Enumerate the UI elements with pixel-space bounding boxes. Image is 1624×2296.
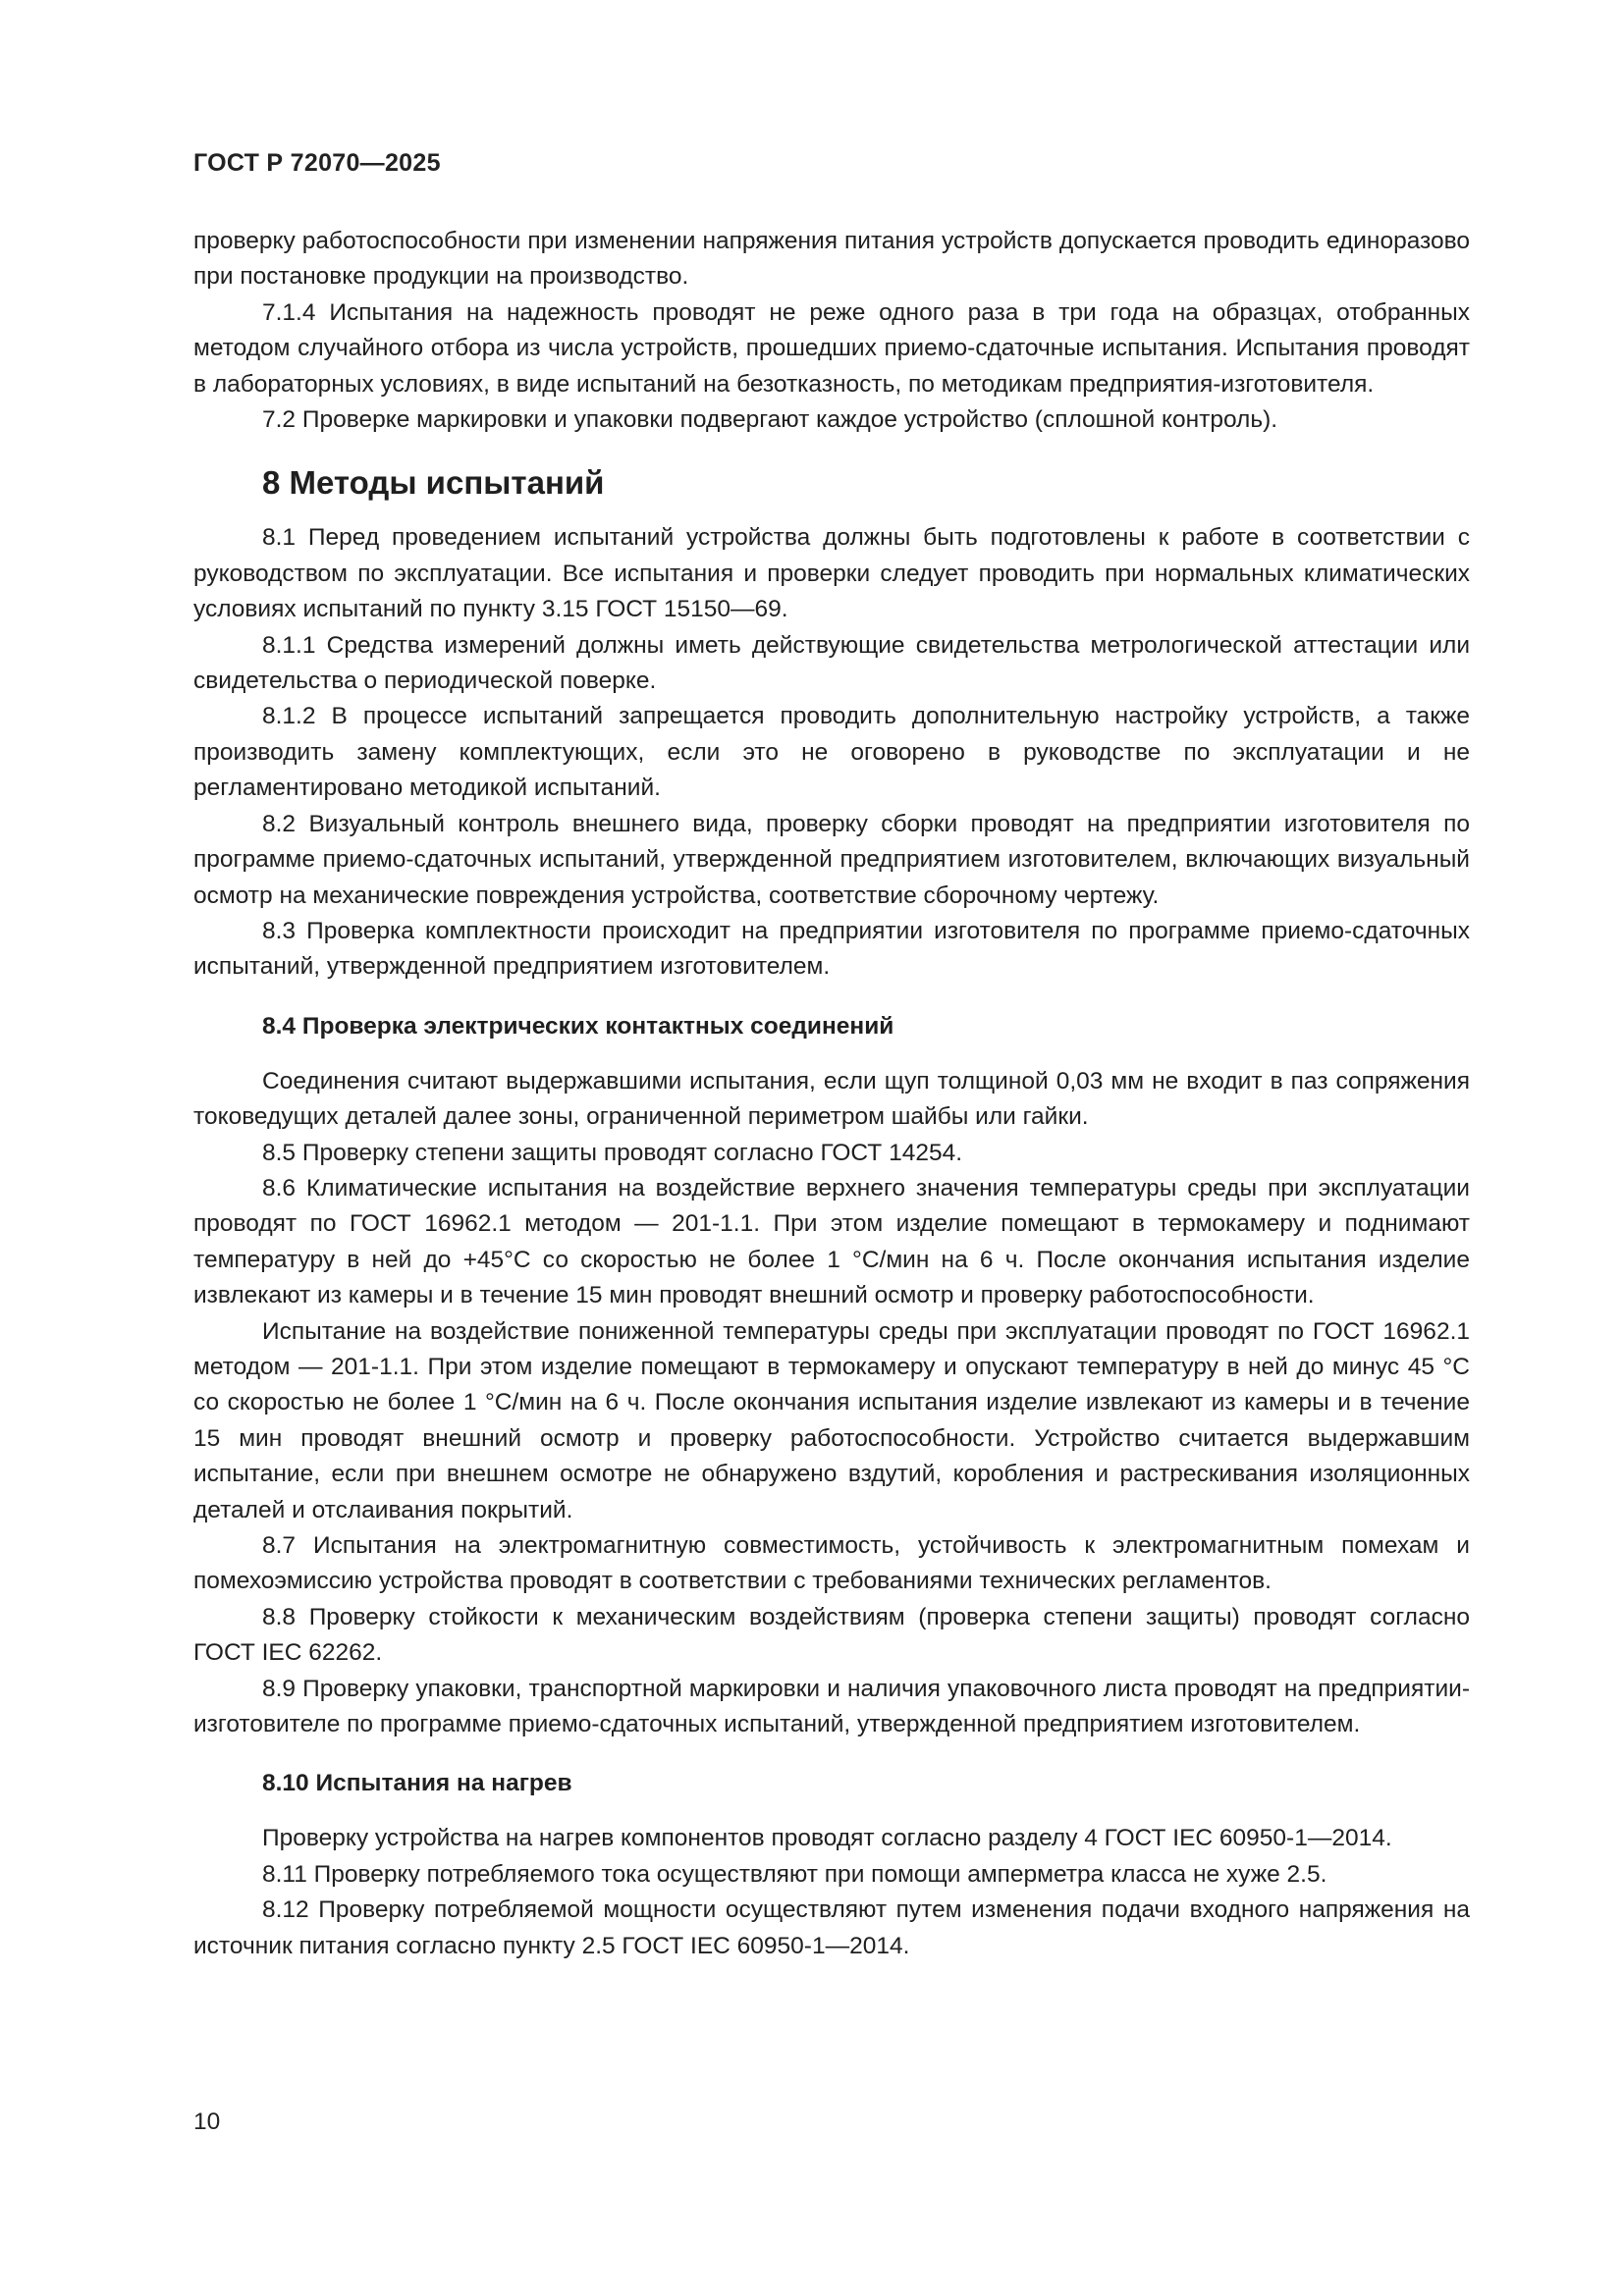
- document-body: [193, 224, 1470, 1964]
- paragraph: 8.1 Перед проведением испытаний устройства должны быть подготовлены к работе в соответствии с руководством по эксплуатации. Все испытания и проверки следует проводить при нормальных климатических условиях испытаний по пункту 3.15 ГОСТ 15150—69.: [193, 524, 1470, 623]
- paragraph: Соединения считают выдержавшими испытания, если щуп толщиной 0,03 мм не входит в паз сопряжения токоведущих деталей далее зоны, ограниченной периметром шайбы или гайки.: [193, 1067, 1470, 1131]
- paragraph: Проверку устройства на нагрев компонентов проводят согласно разделу 4 ГОСТ IEC 60950-1—2014.: [262, 1825, 1392, 1852]
- section-heading: 8 Методы испытаний: [262, 464, 605, 502]
- paragraph: 8.5 Проверку степени защиты проводят согласно ГОСТ 14254.: [262, 1139, 963, 1166]
- paragraph: проверку работоспособности при изменении напряжения питания устройств допускается проводить единоразово при постановке продукции на производство.: [193, 228, 1470, 291]
- paragraph: 7.1.4 Испытания на надежность проводят не реже одного раза в три года на образцах, отобранных методом случайного отбора из числа устройств, прошедших приемо-сдаточные испытания. Испытания проводят в лабораторных условиях, в виде испытаний на безотказность, по методикам предприятия-изготовителя.: [193, 298, 1470, 398]
- paragraph: 8.2 Визуальный контроль внешнего вида, проверку сборки проводят на предприятии изготовителя по программе приемо-сдаточных испытаний, утвержденной предприятием изготовителем, включающих визуальный осмотр на механические повреждения устройства, соответствие сборочному чертежу.: [193, 810, 1470, 909]
- paragraph: 8.3 Проверка комплектности происходит на предприятии изготовителя по программе приемо-сдаточных испытаний, утвержденной предприятием изготовителем.: [193, 917, 1470, 981]
- paragraph: 8.1.1 Средства измерений должны иметь действующие свидетельства метрологической аттестации или свидетельства о периодической поверке.: [193, 631, 1470, 695]
- paragraph: 8.12 Проверку потребляемой мощности осуществляют путем изменения подачи входного напряжения на источник питания согласно пункту 2.5 ГОСТ IEC 60950-1—2014.: [193, 1896, 1470, 1959]
- page-number: 10: [193, 2109, 221, 2135]
- paragraph: 8.1.2 В процессе испытаний запрещается проводить дополнительную настройку устройств, а также производить замену комплектующих, если это не оговорено в руководстве по эксплуатации и не регламентировано методикой испытаний.: [193, 703, 1470, 802]
- paragraph: Испытание на воздействие пониженной температуры среды при эксплуатации проводят по ГОСТ 16962.1 методом — 201-1.1. При этом изделие помещают в термокамеру и опускают температуру в ней до минус 45 °С со скоростью не более 1 °С/мин на 6 ч. После окончания испытания изделие извлекают из камеры и в течение 15 мин проводят внешний осмотр и проверку работоспособности. Устройство считается выдержавшим испытание, если при внешнем осмотре не обнаружено вздутий, коробления и растрескивания изоляционных деталей и отслаивания покрытий.: [193, 1317, 1470, 1523]
- document-header: ГОСТ Р 72070—2025: [193, 149, 441, 177]
- paragraph: 8.7 Испытания на электромагнитную совместимость, устойчивость к электромагнитным помехам и помехоэмиссию устройства проводят в соответствии с требованиями технических регламентов.: [193, 1532, 1470, 1595]
- paragraph: 8.8 Проверку стойкости к механическим воздействиям (проверка степени защиты) проводят согласно ГОСТ IEC 62262.: [193, 1603, 1470, 1667]
- paragraph: 8.9 Проверку упаковки, транспортной маркировки и наличия упаковочного листа проводят на предприятии-изготовителе по программе приемо-сдаточных испытаний, утвержденной предприятием изготовителем.: [193, 1675, 1470, 1738]
- paragraph: 8.11 Проверку потребляемого тока осуществляют при помощи амперметра класса не хуже 2.5.: [262, 1860, 1327, 1888]
- paragraph: 7.2 Проверке маркировки и упаковки подвергают каждое устройство (сплошной контроль).: [262, 406, 1278, 434]
- subsection-heading: 8.4 Проверка электрических контактных соединений: [262, 1012, 894, 1040]
- paragraph: 8.6 Климатические испытания на воздействие верхнего значения температуры среды при эксплуатации проводят по ГОСТ 16962.1 методом — 201-1.1. При этом изделие помещают в термокамеру и поднимают температуру в ней до +45°С со скоростью не более 1 °С/мин на 6 ч. После окончания испытания изделие извлекают из камеры и в течение 15 мин проводят внешний осмотр и проверку работоспособности.: [193, 1174, 1470, 1309]
- subsection-heading: 8.10 Испытания на нагрев: [262, 1770, 572, 1797]
